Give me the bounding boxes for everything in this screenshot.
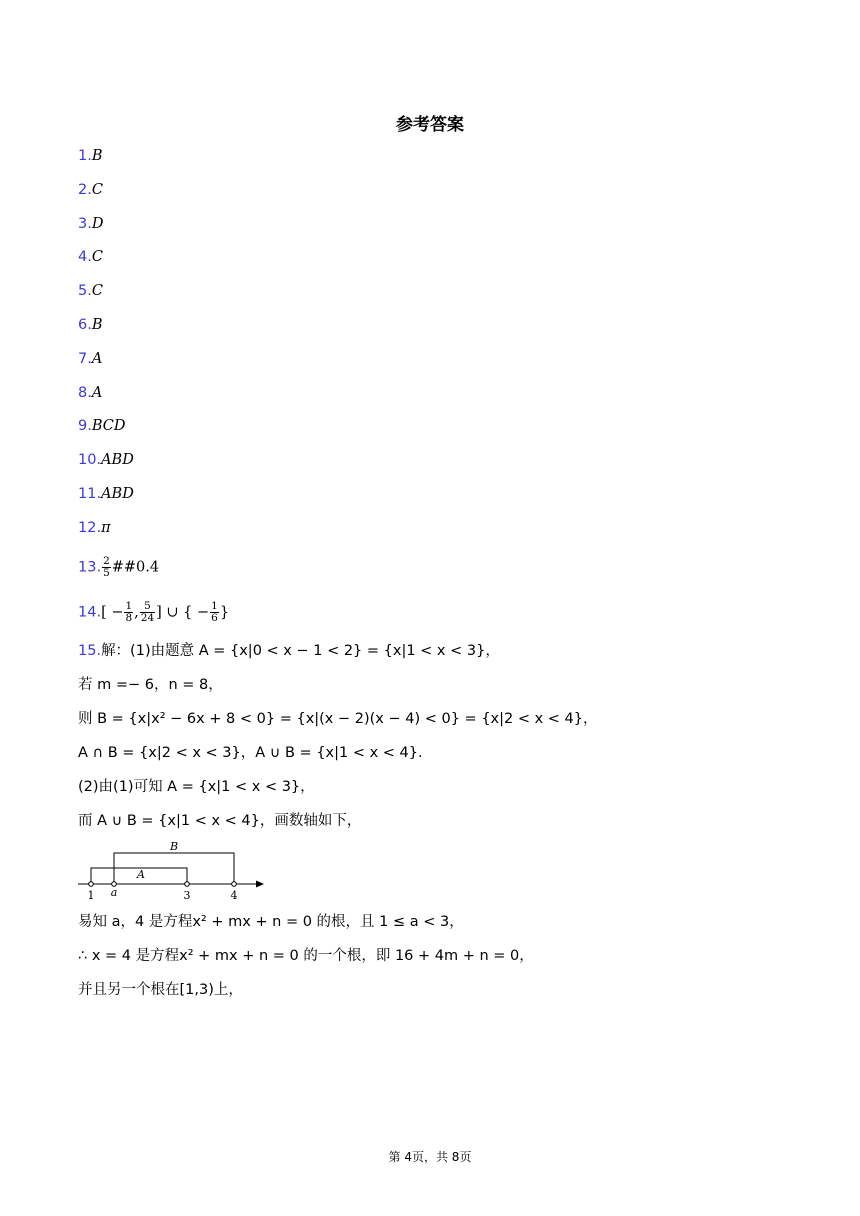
solution-line: ∴ x = 4 是方程x² + mx + n = 0 的一个根，即 16 + 4m + n = 0， [78,948,534,964]
answer-text: C [91,181,103,198]
question-number: 14. [78,604,102,621]
question-number: 2. [78,181,92,198]
answer-item [78,146,103,166]
answer-13 [78,556,159,579]
question-number: 4. [78,249,92,266]
question-number: 15. [78,643,102,659]
answer-text: ABD [101,452,134,469]
answer-14 [78,601,229,624]
solution-line: 若 m =− 6，n = 8， [78,677,223,693]
question-number: 11. [78,486,102,502]
answer-item [78,416,126,436]
math-text: [ − [101,604,124,621]
answer-text: π [101,519,111,536]
solution-line [78,641,500,661]
answer-text: ##0.4 [111,559,160,576]
fraction-denominator: 8 [125,612,133,624]
answer-item [78,247,103,267]
answer-text: A [91,384,103,401]
fraction-numerator: 2 [103,555,110,567]
number-line-diagram [74,838,274,904]
answer-text: ABD [101,486,134,502]
solution-text: 解：(1)由题意 A = {x|0 < x − 1 < 2} = {x|1 < x < 3}， [101,643,500,659]
math-text: } [219,604,230,621]
question-number: 8. [78,384,92,401]
label-B: B [169,840,179,853]
answer-text: D [91,215,104,232]
fraction-denominator: 6 [211,612,218,624]
point-1 [89,882,94,887]
question-number: 3. [78,215,92,232]
math-text: ] ∪ { − [156,604,210,621]
question-number: 5. [78,283,92,300]
answer-item [78,281,103,301]
answer-item [78,383,102,403]
fraction [124,601,133,624]
fraction-numerator: 5 [140,601,155,613]
answer-text: B [91,148,103,164]
page-footer: 第 4页，共 8页 [388,1150,472,1164]
question-number: 13. [78,559,102,576]
point-3 [185,882,190,887]
math-text: , [134,604,139,621]
answer-item [78,315,103,335]
answer-item [78,180,103,200]
answer-text: BCD [91,418,126,435]
tick-label-a: a [110,886,118,899]
question-number: 1. [78,148,92,164]
axis-arrow [256,881,264,888]
tick-label-4: 4 [230,889,238,902]
solution-line: 而 A ∪ B = {x|1 < x < 4}，画数轴如下， [78,813,362,829]
fraction-numerator: 1 [125,600,133,612]
solution-line: 易知 a，4 是方程x² + mx + n = 0 的根，且 1 ≤ a < 3， [78,914,464,930]
answer-item [78,484,134,504]
page-title: 参考答案 [396,115,464,135]
fraction-denominator: 5 [103,567,110,579]
fraction-numerator: 1 [211,600,218,612]
answer-item [78,214,103,234]
solution-line: A ∩ B = {x|2 < x < 3}，A ∪ B = {x|1 < x < 4}. [78,745,423,761]
solution-line: (2)由(1)可知 A = {x|1 < x < 3}， [78,779,315,795]
solution-line: 则 B = {x|x² − 6x + 8 < 0} = {x|(x − 2)(x − 4) < 0} = {x|2 < x < 4}， [78,711,598,727]
question-number: 7. [78,350,92,367]
answer-item [78,349,102,369]
answer-text: B [91,317,103,333]
answer-item [78,518,111,538]
question-number: 10. [78,452,102,469]
question-number: 12. [78,519,102,536]
point-4 [232,882,237,887]
fraction [210,601,219,624]
tick-label-1: 1 [87,889,95,902]
solution-line: 并且另一个根在[1,3)上， [78,982,243,998]
answer-text: A [91,350,103,367]
tick-label-3: 3 [183,889,191,902]
label-A: A [137,868,145,881]
answer-text: C [91,249,103,266]
answer-text: C [91,283,103,300]
question-number: 6. [78,317,92,333]
question-number: 9. [78,418,92,435]
fraction [140,601,155,624]
fraction-denominator: 24 [140,612,155,624]
answer-item [78,450,134,470]
fraction [102,556,111,579]
